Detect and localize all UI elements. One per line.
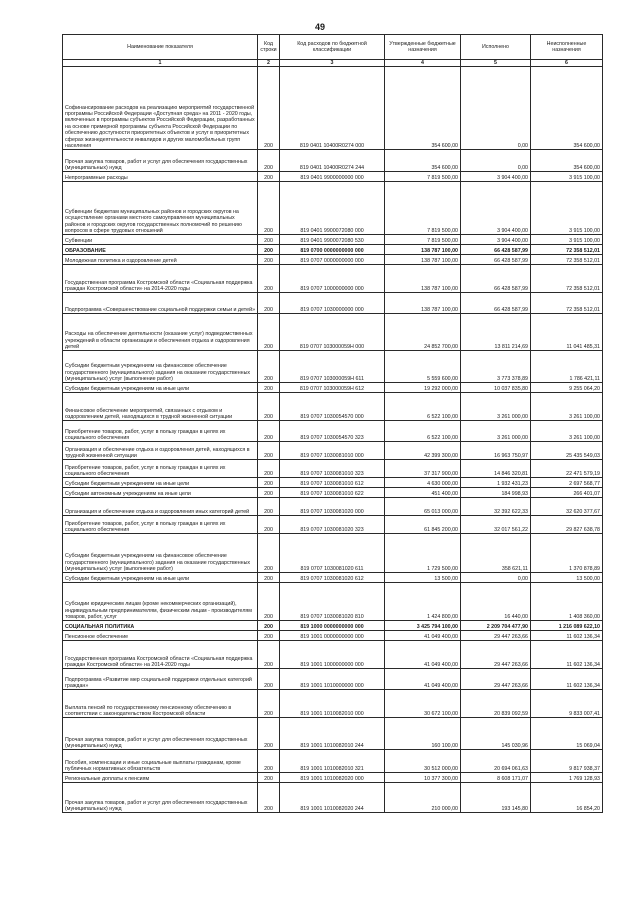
row-executed: 3 904 400,00 bbox=[461, 172, 531, 182]
row-classification: 819 0707 1030081010 000 bbox=[280, 442, 385, 460]
row-executed: 3 261 000,00 bbox=[461, 421, 531, 442]
row-unexecuted: 3 261 100,00 bbox=[531, 421, 603, 442]
row-name: Пенсионное обеспечение bbox=[63, 631, 258, 641]
row-name: Приобретение товаров, работ, услуг в пользу граждан в целях их социального обеспечения bbox=[63, 516, 258, 534]
table-row bbox=[63, 150, 603, 172]
row-code: 200 bbox=[258, 498, 280, 516]
row-code: 200 bbox=[258, 150, 280, 172]
table-row bbox=[63, 172, 603, 182]
table-row bbox=[63, 293, 603, 314]
row-executed: 3 904 400,00 bbox=[461, 235, 531, 245]
table-row bbox=[63, 182, 603, 235]
row-classification: 819 1001 0000000000 000 bbox=[280, 631, 385, 641]
column-number-row bbox=[63, 60, 603, 67]
row-classification: 819 0707 103000059Н 611 bbox=[280, 351, 385, 383]
row-classification: 819 1001 1010082020 000 bbox=[280, 773, 385, 783]
row-unexecuted: 32 620 377,67 bbox=[531, 498, 603, 516]
row-unexecuted: 1 216 089 622,10 bbox=[531, 621, 603, 631]
row-unexecuted: 1 769 128,93 bbox=[531, 773, 603, 783]
table-row bbox=[63, 255, 603, 265]
row-code: 200 bbox=[258, 773, 280, 783]
column-number: 5 bbox=[461, 60, 531, 67]
row-approved: 30 512 000,00 bbox=[385, 750, 461, 773]
row-approved: 5 559 600,00 bbox=[385, 351, 461, 383]
row-executed: 2 209 704 477,90 bbox=[461, 621, 531, 631]
row-executed: 13 811 214,69 bbox=[461, 314, 531, 351]
row-unexecuted: 2 697 568,77 bbox=[531, 478, 603, 488]
row-unexecuted: 29 827 638,78 bbox=[531, 516, 603, 534]
row-code: 200 bbox=[258, 421, 280, 442]
row-code: 200 bbox=[258, 641, 280, 669]
column-number: 2 bbox=[258, 60, 280, 67]
table-row bbox=[63, 669, 603, 690]
table-row bbox=[63, 718, 603, 750]
row-approved: 19 292 000,00 bbox=[385, 383, 461, 393]
row-approved: 7 819 500,00 bbox=[385, 182, 461, 235]
row-approved: 6 522 100,00 bbox=[385, 421, 461, 442]
row-name: Прочая закупка товаров, работ и услуг для обеспечения государственных (муниципальных) нужд bbox=[63, 718, 258, 750]
row-classification: 819 0707 1030000000 000 bbox=[280, 293, 385, 314]
row-name: Подпрограмма «Развитие мер социальной поддержки отдельных категорий граждан» bbox=[63, 669, 258, 690]
header-code: Код строки bbox=[258, 35, 280, 60]
row-executed: 66 428 587,99 bbox=[461, 265, 531, 293]
table-row bbox=[63, 421, 603, 442]
row-name: Выплата пенсий по государственному пенсионному обеспечению в соответствии с законодательством Костромской области bbox=[63, 690, 258, 718]
row-name: Государственная программа Костромской области «Социальная поддержка граждан Костромской области» на 2014-2020 годы bbox=[63, 265, 258, 293]
row-executed: 8 608 171,07 bbox=[461, 773, 531, 783]
table-row bbox=[63, 498, 603, 516]
row-unexecuted: 13 500,00 bbox=[531, 573, 603, 583]
row-unexecuted: 9 255 064,20 bbox=[531, 383, 603, 393]
row-approved: 41 049 400,00 bbox=[385, 641, 461, 669]
row-code: 200 bbox=[258, 516, 280, 534]
row-name: Субсидии бюджетным учреждениям на иные цели bbox=[63, 478, 258, 488]
header-approved: Утвержденные бюджетные назначения bbox=[385, 35, 461, 60]
row-executed: 29 447 263,66 bbox=[461, 669, 531, 690]
row-code: 200 bbox=[258, 265, 280, 293]
row-executed: 29 447 263,66 bbox=[461, 631, 531, 641]
row-executed: 29 447 263,66 bbox=[461, 641, 531, 669]
page-number: 49 bbox=[314, 22, 325, 32]
row-executed: 66 428 587,99 bbox=[461, 255, 531, 265]
table-row bbox=[63, 488, 603, 498]
row-classification: 819 0707 1030054570 323 bbox=[280, 421, 385, 442]
row-executed: 0,00 bbox=[461, 150, 531, 172]
table-row bbox=[63, 442, 603, 460]
row-classification: 819 0707 103000059Н 612 bbox=[280, 383, 385, 393]
row-code: 200 bbox=[258, 351, 280, 383]
row-unexecuted: 1 408 360,00 bbox=[531, 583, 603, 621]
row-code: 200 bbox=[258, 690, 280, 718]
header-name: Наименование показателя bbox=[63, 35, 258, 60]
column-number: 3 bbox=[280, 60, 385, 67]
row-code: 200 bbox=[258, 235, 280, 245]
row-name: Организация и обеспечение отдыха и оздоровления детей, находящихся в трудной жизненной ситуации bbox=[63, 442, 258, 460]
row-executed: 32 392 622,33 bbox=[461, 498, 531, 516]
row-name: Субсидии бюджетным учреждениям на финансовое обеспечение государственного (муниципального) задания на оказание государственных (муниципальных) услуг (выполнение работ) bbox=[63, 351, 258, 383]
row-name: Пособия, компенсации и иные социальные выплаты гражданам, кроме публичных нормативных обязательств bbox=[63, 750, 258, 773]
row-executed: 145 030,96 bbox=[461, 718, 531, 750]
row-approved: 451 400,00 bbox=[385, 488, 461, 498]
row-executed: 16 440,00 bbox=[461, 583, 531, 621]
table-row bbox=[63, 621, 603, 631]
row-code: 200 bbox=[258, 245, 280, 255]
row-code: 200 bbox=[258, 488, 280, 498]
row-unexecuted: 1 370 878,89 bbox=[531, 534, 603, 573]
row-approved: 6 522 100,00 bbox=[385, 393, 461, 421]
row-code: 200 bbox=[258, 783, 280, 813]
row-unexecuted: 11 602 136,34 bbox=[531, 669, 603, 690]
row-unexecuted: 15 069,04 bbox=[531, 718, 603, 750]
row-unexecuted: 3 915 100,00 bbox=[531, 172, 603, 182]
table-header-row bbox=[63, 35, 603, 60]
table-row bbox=[63, 641, 603, 669]
row-unexecuted: 11 602 136,34 bbox=[531, 641, 603, 669]
row-name: Субсидии автономным учреждениям на иные цели bbox=[63, 488, 258, 498]
row-code: 200 bbox=[258, 669, 280, 690]
table-row bbox=[63, 235, 603, 245]
row-approved: 65 013 000,00 bbox=[385, 498, 461, 516]
table-row bbox=[63, 383, 603, 393]
row-classification: 819 0707 1030081020 323 bbox=[280, 516, 385, 534]
row-approved: 1 729 500,00 bbox=[385, 534, 461, 573]
row-classification: 819 0707 1030081020 000 bbox=[280, 498, 385, 516]
row-approved: 4 630 000,00 bbox=[385, 478, 461, 488]
row-unexecuted: 72 358 512,01 bbox=[531, 245, 603, 255]
header-unexecuted: Неисполненные назначения bbox=[531, 35, 603, 60]
table-row bbox=[63, 773, 603, 783]
column-number: 4 bbox=[385, 60, 461, 67]
row-classification: 819 0401 9900072080 530 bbox=[280, 235, 385, 245]
row-approved: 1 424 800,00 bbox=[385, 583, 461, 621]
row-approved: 42 399 300,00 bbox=[385, 442, 461, 460]
row-executed: 14 846 320,81 bbox=[461, 460, 531, 478]
row-executed: 32 017 561,22 bbox=[461, 516, 531, 534]
row-executed: 20 839 092,59 bbox=[461, 690, 531, 718]
row-approved: 61 845 200,00 bbox=[385, 516, 461, 534]
row-unexecuted: 11 602 136,34 bbox=[531, 631, 603, 641]
row-classification: 819 0707 1030081010 622 bbox=[280, 488, 385, 498]
row-approved: 138 787 100,00 bbox=[385, 245, 461, 255]
header-executed: Исполнено bbox=[461, 35, 531, 60]
row-name: Субсидии юридическим лицам (кроме некоммерческих организаций), индивидуальным предпринимателям, физическим лицам - производителям товаров, работ, услуг bbox=[63, 583, 258, 621]
row-name: Государственная программа Костромской области «Социальная поддержка граждан Костромской области» на 2014-2020 годы bbox=[63, 641, 258, 669]
header-classification: Код расходов по бюджетной классификации bbox=[280, 35, 385, 60]
row-classification: 819 1001 1010082010 000 bbox=[280, 690, 385, 718]
row-name: Расходы на обеспечение деятельности (оказание услуг) подведомственных учреждений в области организации и обеспечения отдыха и оздоровления детей bbox=[63, 314, 258, 351]
row-classification: 819 0707 1030081010 323 bbox=[280, 460, 385, 478]
table-row bbox=[63, 393, 603, 421]
row-approved: 354 600,00 bbox=[385, 150, 461, 172]
row-classification: 819 0401 10400R0274 000 bbox=[280, 67, 385, 150]
row-code: 200 bbox=[258, 718, 280, 750]
row-code: 200 bbox=[258, 460, 280, 478]
row-name: Субсидии бюджетным учреждениям на иные цели bbox=[63, 573, 258, 583]
row-unexecuted: 72 358 512,01 bbox=[531, 255, 603, 265]
row-code: 200 bbox=[258, 573, 280, 583]
row-approved: 37 317 900,00 bbox=[385, 460, 461, 478]
row-unexecuted: 9 817 938,37 bbox=[531, 750, 603, 773]
row-unexecuted: 3 915 100,00 bbox=[531, 182, 603, 235]
row-approved: 160 100,00 bbox=[385, 718, 461, 750]
row-classification: 819 1001 1010082020 244 bbox=[280, 783, 385, 813]
row-classification: 819 0707 1030081020 611 bbox=[280, 534, 385, 573]
row-code: 200 bbox=[258, 383, 280, 393]
row-executed: 0,00 bbox=[461, 67, 531, 150]
row-executed: 20 694 061,63 bbox=[461, 750, 531, 773]
row-classification: 819 0401 9900072080 000 bbox=[280, 182, 385, 235]
row-code: 200 bbox=[258, 182, 280, 235]
row-classification: 819 0401 9900000000 000 bbox=[280, 172, 385, 182]
row-code: 200 bbox=[258, 314, 280, 351]
row-name: Приобретение товаров, работ, услуг в пользу граждан в целях их социального обеспечения bbox=[63, 421, 258, 442]
row-name: Прочая закупка товаров, работ и услуг для обеспечения государственных (муниципальных) нужд bbox=[63, 150, 258, 172]
row-name: Прочая закупка товаров, работ и услуг для обеспечения государственных (муниципальных) нужд bbox=[63, 783, 258, 813]
row-name: Финансовое обеспечение мероприятий, связанных с отдыхом и оздоровлением детей, находящихся в трудной жизненной ситуации bbox=[63, 393, 258, 421]
table-row bbox=[63, 265, 603, 293]
table-row bbox=[63, 783, 603, 813]
row-name: Молодежная политика и оздоровление детей bbox=[63, 255, 258, 265]
row-approved: 354 600,00 bbox=[385, 67, 461, 150]
row-unexecuted: 22 471 579,19 bbox=[531, 460, 603, 478]
row-unexecuted: 25 435 549,03 bbox=[531, 442, 603, 460]
row-name: Субсидии бюджетным учреждениям на финансовое обеспечение государственного (муниципального) задания на оказание государственных (муниципальных) услуг (выполнение работ) bbox=[63, 534, 258, 573]
budget-execution-table bbox=[62, 34, 603, 813]
table-row bbox=[63, 750, 603, 773]
row-approved: 138 787 100,00 bbox=[385, 265, 461, 293]
table-row bbox=[63, 573, 603, 583]
row-name: Приобретение товаров, работ, услуг в пользу граждан в целях их социального обеспечения bbox=[63, 460, 258, 478]
column-number: 6 bbox=[531, 60, 603, 67]
row-code: 200 bbox=[258, 750, 280, 773]
row-classification: 819 1001 1000000000 000 bbox=[280, 641, 385, 669]
row-executed: 184 998,93 bbox=[461, 488, 531, 498]
row-code: 200 bbox=[258, 631, 280, 641]
row-name: Софинансирование расходов на реализацию мероприятий государственной программы Российской Федерации «Доступная среда» на 2011 - 2020 годы, включенных в программы субъектов Российской Федерации, разработанных на основе примерной программы субъекта Российской Федерации по обеспечению доступности приоритетных объектов и услуг в приоритетных сферах жизнедеятельности инвалидов и других маломобильных групп населения bbox=[63, 67, 258, 150]
row-code: 200 bbox=[258, 293, 280, 314]
row-classification: 819 1001 1010082010 321 bbox=[280, 750, 385, 773]
row-classification: 819 1001 1010000000 000 bbox=[280, 669, 385, 690]
row-approved: 3 425 794 100,00 bbox=[385, 621, 461, 631]
row-executed: 3 261 000,00 bbox=[461, 393, 531, 421]
row-code: 200 bbox=[258, 255, 280, 265]
row-name: Организация и обеспечение отдыха и оздоровления иных категорий детей bbox=[63, 498, 258, 516]
row-name: Подпрограмма «Совершенствование социальной поддержки семьи и детей» bbox=[63, 293, 258, 314]
row-code: 200 bbox=[258, 393, 280, 421]
table-row bbox=[63, 245, 603, 255]
row-approved: 13 500,00 bbox=[385, 573, 461, 583]
row-approved: 30 672 100,00 bbox=[385, 690, 461, 718]
row-approved: 138 787 100,00 bbox=[385, 255, 461, 265]
row-executed: 10 037 835,80 bbox=[461, 383, 531, 393]
row-name: ОБРАЗОВАНИЕ bbox=[63, 245, 258, 255]
row-unexecuted: 3 915 100,00 bbox=[531, 235, 603, 245]
row-name: Региональные доплаты к пенсиям bbox=[63, 773, 258, 783]
row-classification: 819 0707 103000059Н 000 bbox=[280, 314, 385, 351]
table-row bbox=[63, 351, 603, 383]
row-unexecuted: 72 358 512,01 bbox=[531, 293, 603, 314]
table-body bbox=[63, 67, 603, 813]
row-code: 200 bbox=[258, 583, 280, 621]
row-approved: 7 819 500,00 bbox=[385, 172, 461, 182]
row-approved: 138 787 100,00 bbox=[385, 293, 461, 314]
row-approved: 41 049 400,00 bbox=[385, 631, 461, 641]
row-classification: 819 0707 0000000000 000 bbox=[280, 255, 385, 265]
row-unexecuted: 16 854,20 bbox=[531, 783, 603, 813]
row-executed: 358 621,11 bbox=[461, 534, 531, 573]
row-name: СОЦИАЛЬНАЯ ПОЛИТИКА bbox=[63, 621, 258, 631]
row-classification: 819 0401 10400R0274 244 bbox=[280, 150, 385, 172]
row-unexecuted: 9 833 007,41 bbox=[531, 690, 603, 718]
table-row bbox=[63, 67, 603, 150]
table-row bbox=[63, 516, 603, 534]
row-approved: 41 049 400,00 bbox=[385, 669, 461, 690]
column-number: 1 bbox=[63, 60, 258, 67]
row-classification: 819 0707 1030081020 810 bbox=[280, 583, 385, 621]
row-classification: 819 0707 1030081020 612 bbox=[280, 573, 385, 583]
row-classification: 819 1000 0000000000 000 bbox=[280, 621, 385, 631]
table-row bbox=[63, 583, 603, 621]
row-executed: 0,00 bbox=[461, 573, 531, 583]
row-name: Субвенции bbox=[63, 235, 258, 245]
row-executed: 66 428 587,99 bbox=[461, 245, 531, 255]
row-code: 200 bbox=[258, 478, 280, 488]
row-classification: 819 0707 1030081010 612 bbox=[280, 478, 385, 488]
row-unexecuted: 354 600,00 bbox=[531, 150, 603, 172]
row-unexecuted: 72 358 512,01 bbox=[531, 265, 603, 293]
table-row bbox=[63, 314, 603, 351]
table-row bbox=[63, 631, 603, 641]
row-name: Непрограммные расходы bbox=[63, 172, 258, 182]
row-approved: 10 377 300,00 bbox=[385, 773, 461, 783]
row-executed: 66 428 587,99 bbox=[461, 293, 531, 314]
row-classification: 819 0707 1000000000 000 bbox=[280, 265, 385, 293]
table-row bbox=[63, 478, 603, 488]
row-executed: 193 145,80 bbox=[461, 783, 531, 813]
row-approved: 7 819 500,00 bbox=[385, 235, 461, 245]
row-classification: 819 0700 0000000000 000 bbox=[280, 245, 385, 255]
row-unexecuted: 3 261 100,00 bbox=[531, 393, 603, 421]
table-row bbox=[63, 460, 603, 478]
row-code: 200 bbox=[258, 534, 280, 573]
row-unexecuted: 1 786 421,11 bbox=[531, 351, 603, 383]
row-executed: 3 904 400,00 bbox=[461, 182, 531, 235]
row-classification: 819 0707 1030054570 000 bbox=[280, 393, 385, 421]
row-code: 200 bbox=[258, 621, 280, 631]
row-code: 200 bbox=[258, 67, 280, 150]
row-unexecuted: 354 600,00 bbox=[531, 67, 603, 150]
row-unexecuted: 266 401,07 bbox=[531, 488, 603, 498]
row-executed: 1 932 431,23 bbox=[461, 478, 531, 488]
row-code: 200 bbox=[258, 442, 280, 460]
row-classification: 819 1001 1010082010 244 bbox=[280, 718, 385, 750]
row-executed: 3 773 378,89 bbox=[461, 351, 531, 383]
row-name: Субвенции бюджетам муниципальных районов и городских округов на осуществление органами местного самоуправления муниципальных районов и городских округов государственных полномочий по решению вопросов в сфере трудовых отношений bbox=[63, 182, 258, 235]
table-row bbox=[63, 690, 603, 718]
row-executed: 16 963 750,97 bbox=[461, 442, 531, 460]
table-row bbox=[63, 534, 603, 573]
row-code: 200 bbox=[258, 172, 280, 182]
row-approved: 210 000,00 bbox=[385, 783, 461, 813]
row-approved: 24 852 700,00 bbox=[385, 314, 461, 351]
row-unexecuted: 11 041 485,31 bbox=[531, 314, 603, 351]
row-name: Субсидии бюджетным учреждениям на иные цели bbox=[63, 383, 258, 393]
